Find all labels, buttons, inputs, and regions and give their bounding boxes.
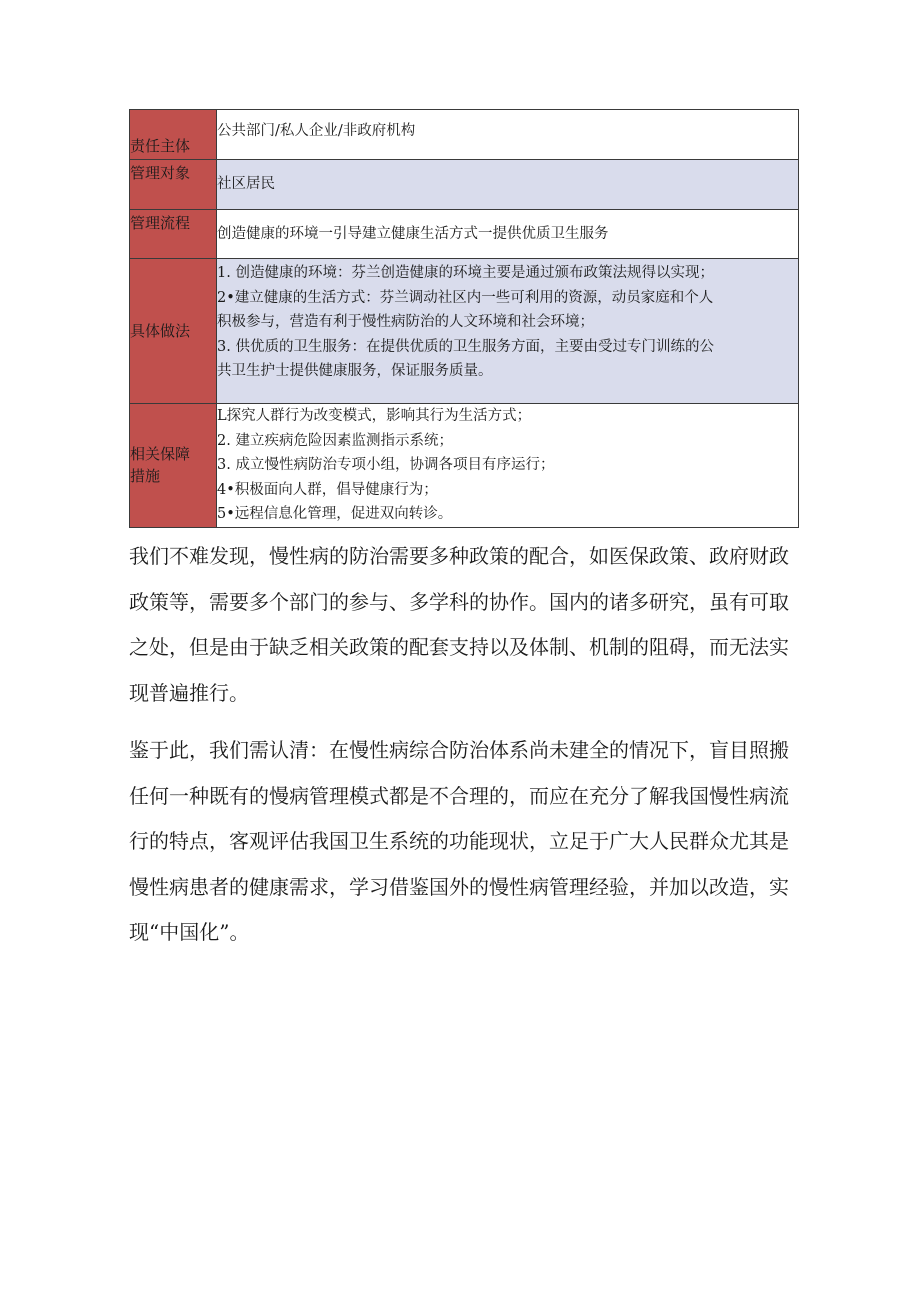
- table-row-target: [130, 160, 799, 210]
- row-header: 管理流程: [130, 210, 217, 259]
- cell-text: 2. 建立疾病危险因素监测指示系统；: [217, 432, 453, 449]
- table-row-measures: [130, 404, 799, 528]
- table-row-practice: [130, 259, 799, 404]
- table-row-process: [130, 210, 799, 259]
- paragraph-line: 行的特点，客观评估我国卫生系统的功能现状，立足于广大人民群众尤其是: [129, 829, 789, 853]
- row-content: [217, 210, 799, 259]
- paragraph-line: 现普遍推行。: [129, 680, 249, 705]
- row-header: [130, 404, 217, 528]
- row-content: [217, 259, 799, 404]
- cell-text: 2•建立健康的生活方式：芬兰调动社区内一些可利用的资源，动员家庭和个人: [217, 289, 714, 306]
- cell-text: 3. 成立慢性病防治专项小组，协调各项目有序运行；: [217, 457, 555, 473]
- row-header: 责任主体: [130, 110, 217, 160]
- cell-text: 积极参与，营造有利于慢性病防治的人文环境和社会环境；: [217, 314, 594, 330]
- cell-text: 5•远程信息化管理，促进双向转诊。: [217, 506, 453, 522]
- row-content: [217, 110, 799, 160]
- paragraph-line: 政策等，需要多个部门的参与、多学科的协作。国内的诸多研究，虽有可取: [129, 589, 789, 614]
- cell-text: 1. 创造健康的环境：芬兰创造健康的环境主要是通过颁布政策法规得以实现；: [217, 265, 714, 281]
- header-line: 措施: [130, 467, 161, 486]
- header-line: 相关保障: [130, 445, 191, 464]
- paragraph-line: 鉴于此，我们需认清：在慢性病综合防治体系尚未建全的情况下，盲目照搬: [129, 738, 789, 762]
- paragraph-line: 慢性病患者的健康需求，学习借鉴国外的慢性病管理经验，并加以改造，实: [129, 874, 789, 899]
- body-paragraph-2: [129, 728, 801, 956]
- cell-text: 4•积极面向人群，倡导健康行为；: [217, 481, 438, 498]
- cell-text: 3. 供优质的卫生服务：在提供优质的卫生服务方面，主要由受过专门训练的公: [217, 338, 714, 355]
- paragraph-line: 之处，但是由于缺乏相关政策的配套支持以及体制、机制的阻碍，而无法实: [129, 635, 789, 659]
- paragraph-line: 我们不难发现，慢性病的防治需要多种政策的配合，如医保政策、政府财政: [129, 544, 789, 568]
- cell-text: 创造健康的环境一引导建立健康生活方式一提供优质卫生服务: [217, 225, 609, 242]
- cell-text: 社区居民: [217, 176, 275, 193]
- paragraph-line: 任何一种既有的慢病管理模式都是不合理的，而应在充分了解我国慢性病流: [129, 783, 789, 808]
- row-header: 管理对象: [130, 160, 217, 210]
- row-content: [217, 160, 799, 210]
- cell-text: 共卫生护士提供健康服务，保证服务质量。: [217, 363, 493, 379]
- cell-text: L探究人群行为改变模式，影响其行为生活方式；: [217, 408, 532, 424]
- cell-text: 公共部门/私人企业/非政府机构: [217, 123, 416, 140]
- row-header: 具体做法: [130, 259, 217, 404]
- table-row-responsible: [130, 110, 799, 160]
- management-model-table: [129, 109, 799, 528]
- paragraph-line: 现“中国化”。: [129, 920, 250, 944]
- row-content: [217, 404, 799, 528]
- body-paragraph-1: [129, 534, 801, 716]
